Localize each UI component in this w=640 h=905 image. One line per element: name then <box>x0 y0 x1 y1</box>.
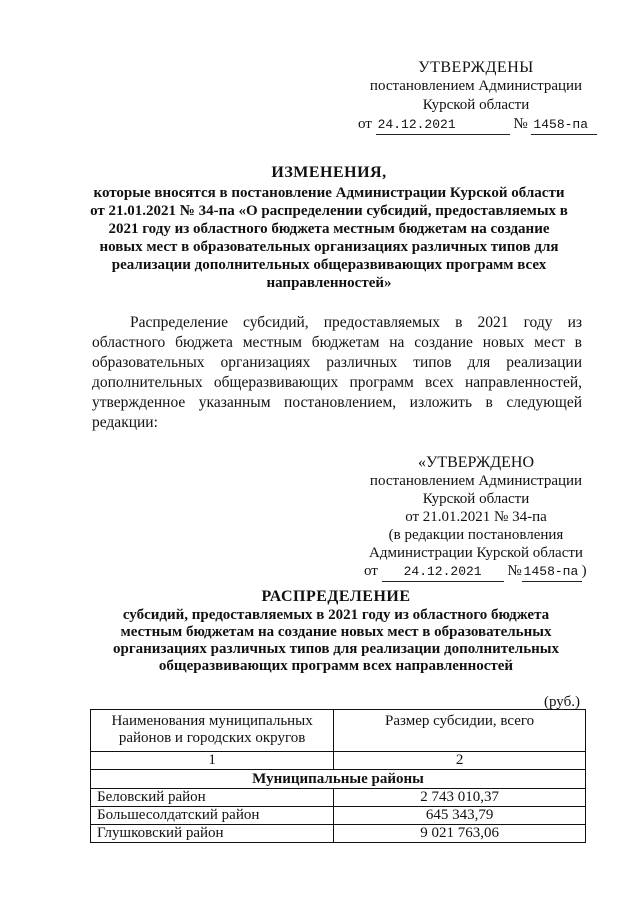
number-value: 1458-па <box>531 115 597 135</box>
changes-heading-line: реализации дополнительных общеразвивающих программ всех <box>111 257 547 273</box>
distribution-line: общеразвивающих программ всех направленностей <box>158 658 514 674</box>
subsidy-amount: 2 743 010,37 <box>334 789 586 807</box>
table-row <box>91 807 586 825</box>
changes-heading-line: новых мест в образовательных организациях различных типов для <box>99 239 559 255</box>
number-prefix: № <box>513 116 528 132</box>
subsidy-amount: 645 343,79 <box>334 807 586 825</box>
distribution-heading <box>96 588 576 675</box>
date-prefix: от <box>358 116 372 132</box>
district-name: Большесолдатский район <box>91 807 334 825</box>
distribution-title: РАСПРЕДЕЛЕНИЕ <box>261 588 411 605</box>
date-value: 24.12.2021 <box>376 115 510 135</box>
approval-block-line: Курской области <box>422 491 530 507</box>
section-label: Муниципальные районы <box>91 770 586 789</box>
header-municipality: Наименования муниципальных районов и городских округов <box>91 710 334 752</box>
distribution-line: организациях различных типов для реализации дополнительных <box>113 641 559 657</box>
column-number: 2 <box>334 752 586 770</box>
changes-heading-line: которые вносятся в постановление Администрации Курской области <box>93 185 565 201</box>
number-prefix: № <box>507 563 522 579</box>
date-prefix: от <box>364 563 378 579</box>
approval-header-title: УТВЕРЖДЕНЫ <box>418 59 534 76</box>
approval-header-line: Курской области <box>422 97 530 113</box>
changes-heading-line: 2021 году из областного бюджета местным бюджетам на создание <box>108 221 550 237</box>
approval-block-line: (в редакции постановления <box>388 527 564 543</box>
changes-heading-line: от 21.01.2021 № 34-па «О распределении субсидий, предоставляемых в <box>90 203 568 219</box>
table-row <box>91 789 586 807</box>
approval-block-title: «УТВЕРЖДЕНО <box>417 454 534 471</box>
changes-heading <box>84 164 574 292</box>
currency-unit: (руб.) <box>544 694 580 710</box>
district-name: Глушковский район <box>91 825 334 843</box>
table-row <box>91 825 586 843</box>
approval-block-line: постановлением Администрации <box>369 473 583 489</box>
approval-block-line: от 21.01.2021 № 34-па <box>405 509 547 525</box>
column-number-row <box>91 752 586 770</box>
table-header-row <box>91 710 586 752</box>
approval-block-date-line <box>364 562 596 582</box>
changes-title: ИЗМЕНЕНИЯ, <box>271 164 387 181</box>
closing-paren: ) <box>581 563 587 579</box>
subsidy-amount: 9 021 763,06 <box>334 825 586 843</box>
approval-header-line: постановлением Администрации <box>369 78 583 94</box>
column-number: 1 <box>91 752 334 770</box>
subsidy-table <box>90 709 586 843</box>
approval-header <box>356 58 596 135</box>
approval-block-line: Администрации Курской области <box>369 545 583 561</box>
changes-heading-line: направленностей» <box>266 275 392 291</box>
approval-block <box>356 454 596 582</box>
approval-header-date-line <box>358 115 596 135</box>
distribution-line: местным бюджетам на создание новых мест в образовательных <box>120 624 552 640</box>
header-subsidy-amount: Размер субсидии, всего <box>334 710 586 752</box>
district-name: Беловский район <box>91 789 334 807</box>
date-value: 24.12.2021 <box>382 563 504 582</box>
section-row <box>91 770 586 789</box>
distribution-line: субсидий, предоставляемых в 2021 году из областного бюджета <box>122 607 550 623</box>
body-paragraph: Распределение субсидий, предоставляемых в 2021 году из областного бюджета местным бюджетам на создание новых мест в образовательных организациях различных типов для реализации дополнительных общеразвивающих программ всех направленностей, утвержденное указанным постановлением, изложить в следующей редакции: <box>92 314 582 431</box>
number-value: 1458-па <box>522 563 582 582</box>
